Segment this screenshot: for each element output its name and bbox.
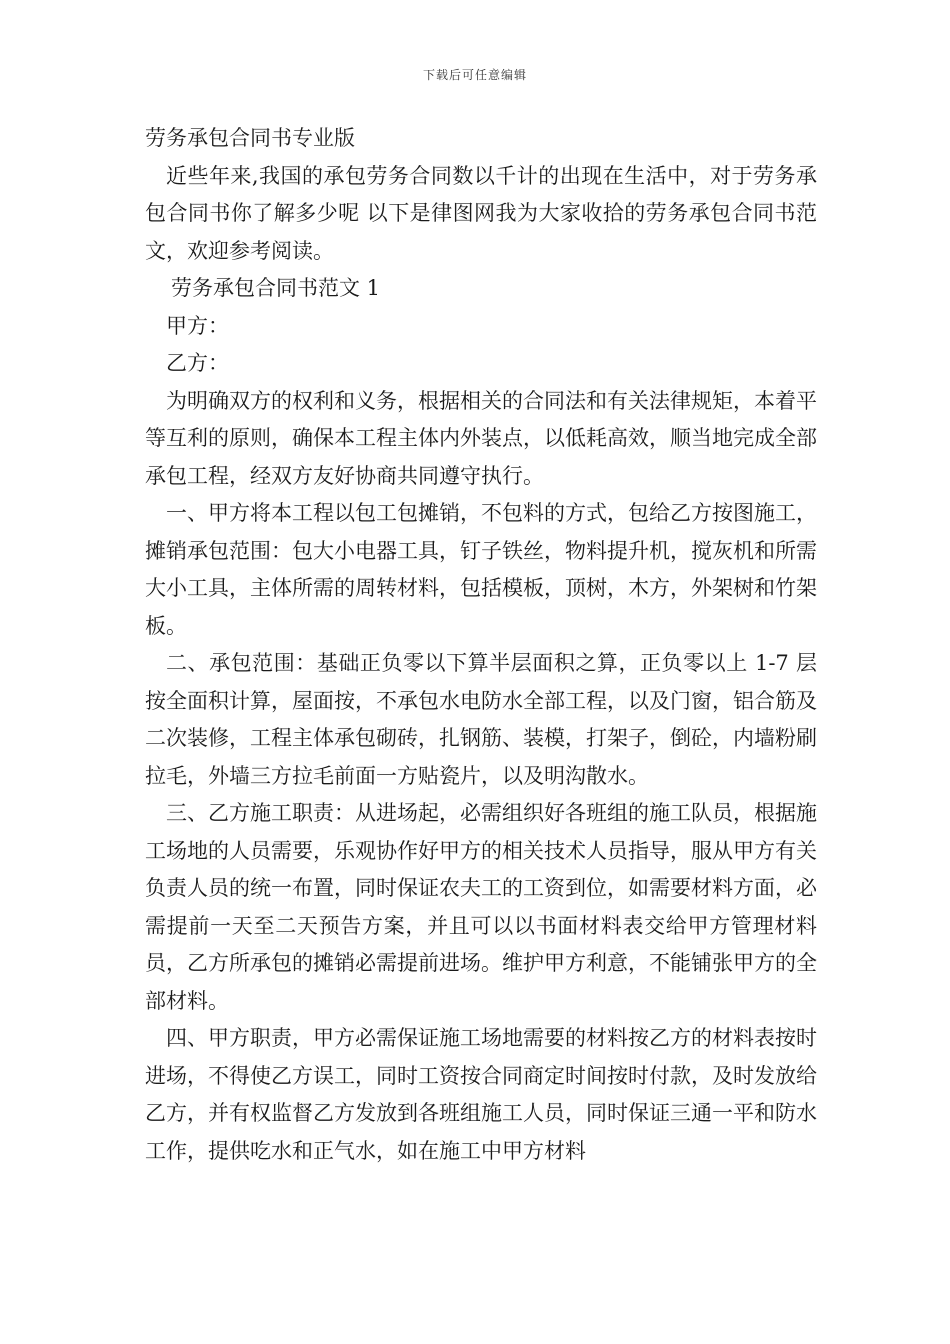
document-body	[145, 120, 817, 1170]
party-a-line: 甲方：	[166, 313, 229, 338]
document-title: 劳务承包合同书专业版	[145, 126, 355, 150]
section-heading: 劳务承包合同书范文 1	[171, 276, 381, 300]
clause-4-paragraph: 四、甲方职责，甲方必需保证施工场地需要的材料按乙方的材料表按时进场，不得使乙方误工，同时工资按合同商定时间按时付款，及时发放给乙方，并有权监督乙方发放到各班组施工人员，同时保证三通一平和防水工作，提供吃水和正气水，如在施工中甲方材料	[145, 1026, 817, 1163]
clause-1-paragraph: 一、甲方将本工程以包工包摊销，不包料的方式，包给乙方按图施工，摊销承包范围：包大小电器工具，钉子铁丝，物料提升机，搅灰机和所需大小工具，主体所需的周转材料，包括模板，顶树，木方，外架树和竹架板。	[145, 501, 817, 638]
intro-paragraph: 近些年来,我国的承包劳务合同数以千计的出现在生活中，对于劳务承包合同书你了解多少呢 以下是律图网我为大家收拾的劳务承包合同书范文，欢迎参考阅读。	[145, 163, 817, 263]
clause-3-paragraph: 三、乙方施工职责：从进场起，必需组织好各班组的施工队员，根据施工场地的人员需要，乐观协作好甲方的相关技术人员指导，服从甲方有关负责人员的统一布置，同时保证农夫工的工资到位，如需要材料方面，必需提前一天至二天预告方案，并且可以以书面材料表交给甲方管理材料员，乙方所承包的摊销必需提前进场。维护甲方利意，不能铺张甲方的全部材料。	[145, 801, 817, 1013]
party-b-line: 乙方：	[166, 351, 229, 375]
page-header: 下载后可任意编辑	[422, 68, 527, 82]
clause-2-paragraph: 二、承包范围：基础正负零以下算半层面积之算，正负零以上 1-7 层按全面积计算，屋面按，不承包水电防水全部工程，以及门窗，铝合筋及二次装修，工程主体承包砌砖，扎钢筋、装模，打架子，倒砼，内墙粉刷拉毛，外墙三方拉毛前面一方贴瓷片，以及明沟散水。	[145, 651, 817, 788]
preamble-paragraph: 为明确双方的权利和义务，根据相关的合同法和有关法律规矩，本着平等互利的原则，确保本工程主体内外装点，以低耗高效，顺当地完成全部承包工程，经双方友好协商共同遵守执行。	[145, 388, 817, 488]
